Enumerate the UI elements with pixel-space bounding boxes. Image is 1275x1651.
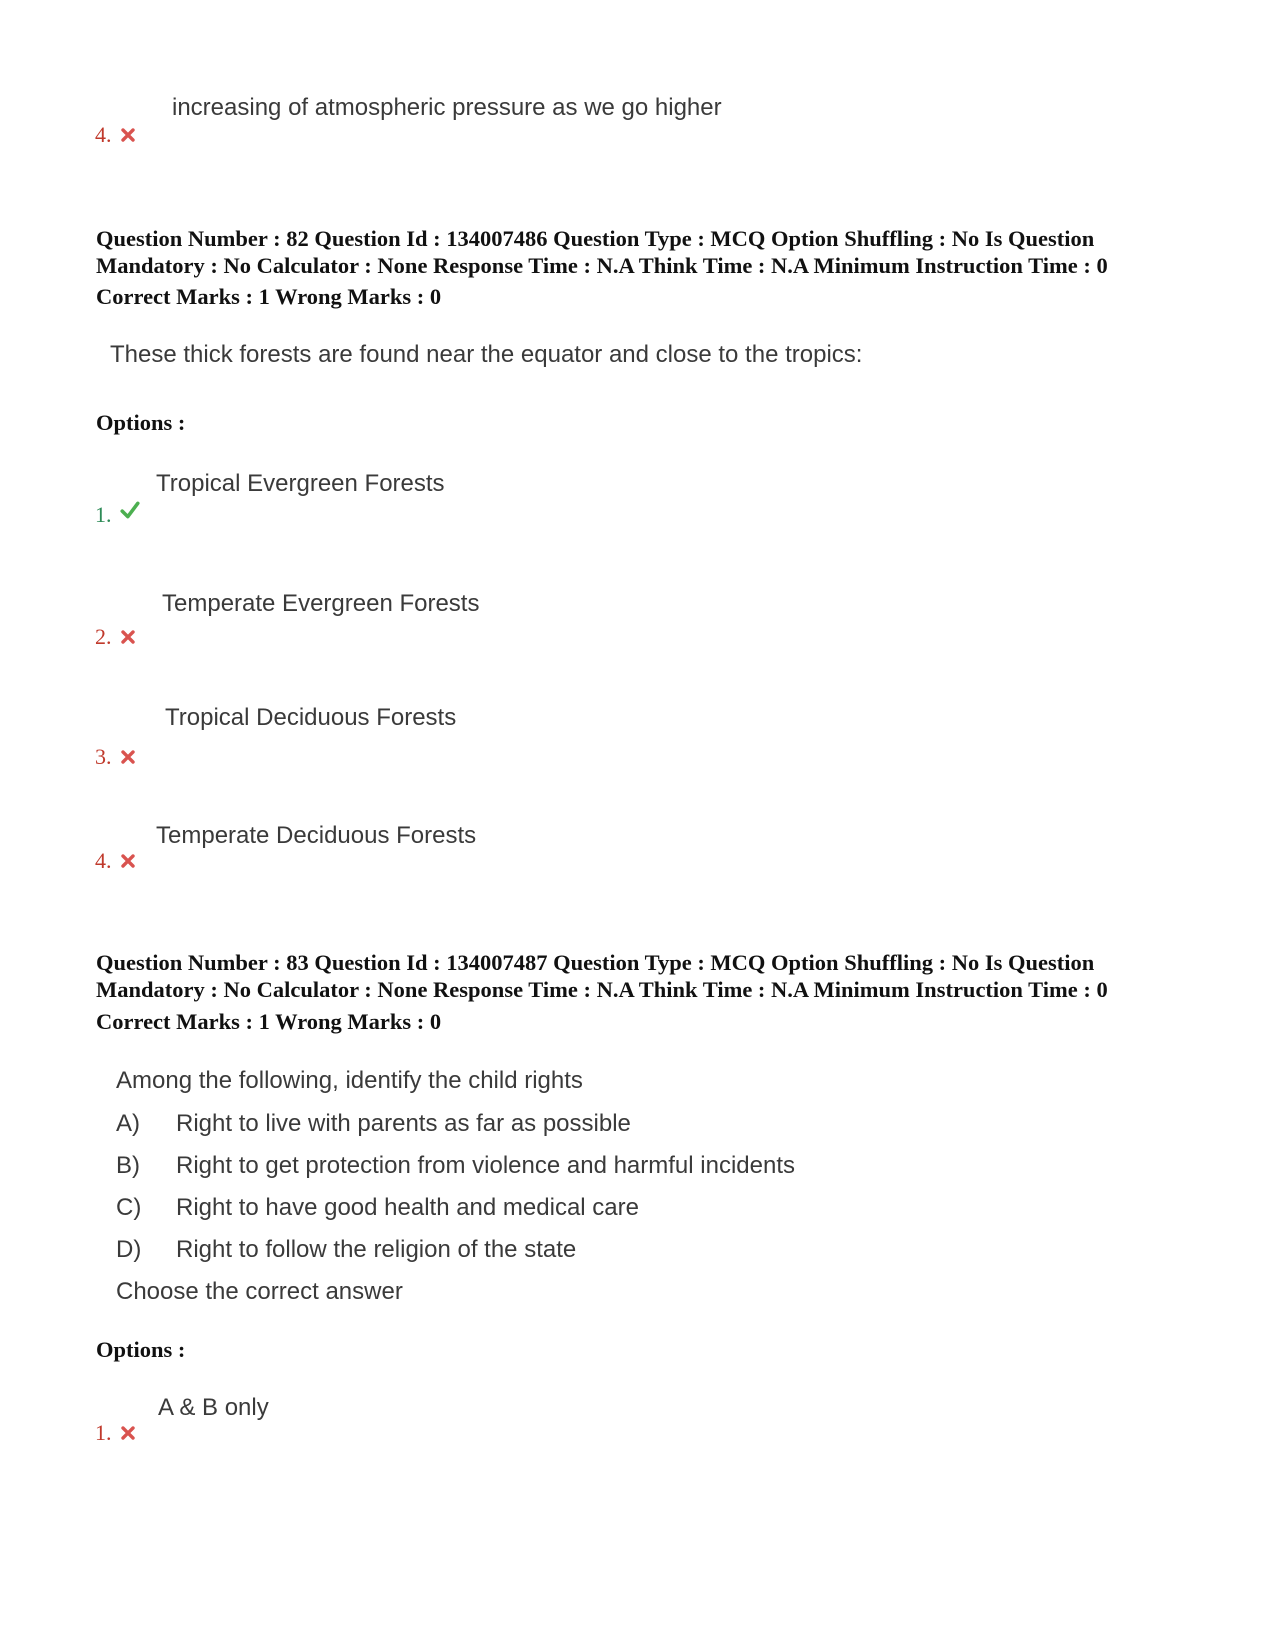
- question-text: These thick forests are found near the equator and close to the tropics:: [110, 341, 863, 368]
- question-meta-line: Mandatory : No Calculator : None Response Time : N.A Think Time : N.A Minimum Instruction Time : 0: [96, 977, 1108, 1002]
- question-meta-line: Question Number : 82 Question Id : 134007486 Question Type : MCQ Option Shuffling : No Is Question: [96, 226, 1095, 251]
- statement-text: Right to follow the religion of the state: [176, 1236, 577, 1263]
- question-text: Among the following, identify the child rights: [116, 1067, 583, 1094]
- option-text: Tropical Evergreen Forests: [156, 470, 445, 497]
- option-text: Temperate Deciduous Forests: [156, 822, 477, 849]
- question-marks: Correct Marks : 1 Wrong Marks : 0: [96, 284, 442, 309]
- question-marks: Correct Marks : 1 Wrong Marks : 0: [96, 1009, 442, 1034]
- option-marker: [95, 502, 140, 528]
- options-label: Options :: [96, 410, 186, 435]
- option-marker: [95, 122, 136, 148]
- option-number: 2.: [95, 624, 112, 649]
- statement-letter: A): [116, 1110, 140, 1137]
- cross-icon: [120, 853, 136, 869]
- cross-icon: [120, 749, 136, 765]
- question-meta-line: Question Number : 83 Question Id : 134007487 Question Type : MCQ Option Shuffling : No Is Question: [96, 950, 1095, 975]
- option-number: 3.: [95, 744, 112, 769]
- option-marker: [95, 848, 136, 874]
- cross-icon: [120, 1425, 136, 1441]
- statement-item: [116, 1110, 631, 1138]
- question-meta: [96, 949, 1108, 1003]
- check-icon: [120, 501, 140, 519]
- option-marker: [95, 744, 136, 770]
- statement-item: [116, 1236, 576, 1264]
- question-meta-line: Mandatory : No Calculator : None Response Time : N.A Think Time : N.A Minimum Instruction Time : 0: [96, 253, 1108, 278]
- statement-letter: C): [116, 1194, 142, 1221]
- option-text: Temperate Evergreen Forests: [162, 590, 480, 617]
- statement-item: [116, 1194, 639, 1222]
- option-marker: [95, 624, 136, 650]
- question-meta: [96, 225, 1108, 279]
- option-text: A & B only: [158, 1394, 269, 1421]
- cross-icon: [120, 127, 136, 143]
- option-number: 1.: [95, 1420, 112, 1445]
- statement-letter: D): [116, 1236, 142, 1263]
- option-number: 4.: [95, 848, 112, 873]
- option-text: Tropical Deciduous Forests: [165, 704, 457, 731]
- option-number: 1.: [95, 502, 112, 527]
- option-marker: [95, 1420, 136, 1446]
- statement-text: Right to get protection from violence and harmful incidents: [176, 1152, 795, 1179]
- statement-letter: B): [116, 1152, 140, 1179]
- option-text: increasing of atmospheric pressure as we go higher: [172, 94, 722, 121]
- statement-item: [116, 1152, 795, 1180]
- options-label: Options :: [96, 1337, 186, 1362]
- statement-text: Right to live with parents as far as possible: [176, 1110, 631, 1137]
- statement-text: Right to have good health and medical care: [176, 1194, 639, 1221]
- instruction-text: Choose the correct answer: [116, 1278, 403, 1305]
- option-number: 4.: [95, 122, 112, 147]
- cross-icon: [120, 629, 136, 645]
